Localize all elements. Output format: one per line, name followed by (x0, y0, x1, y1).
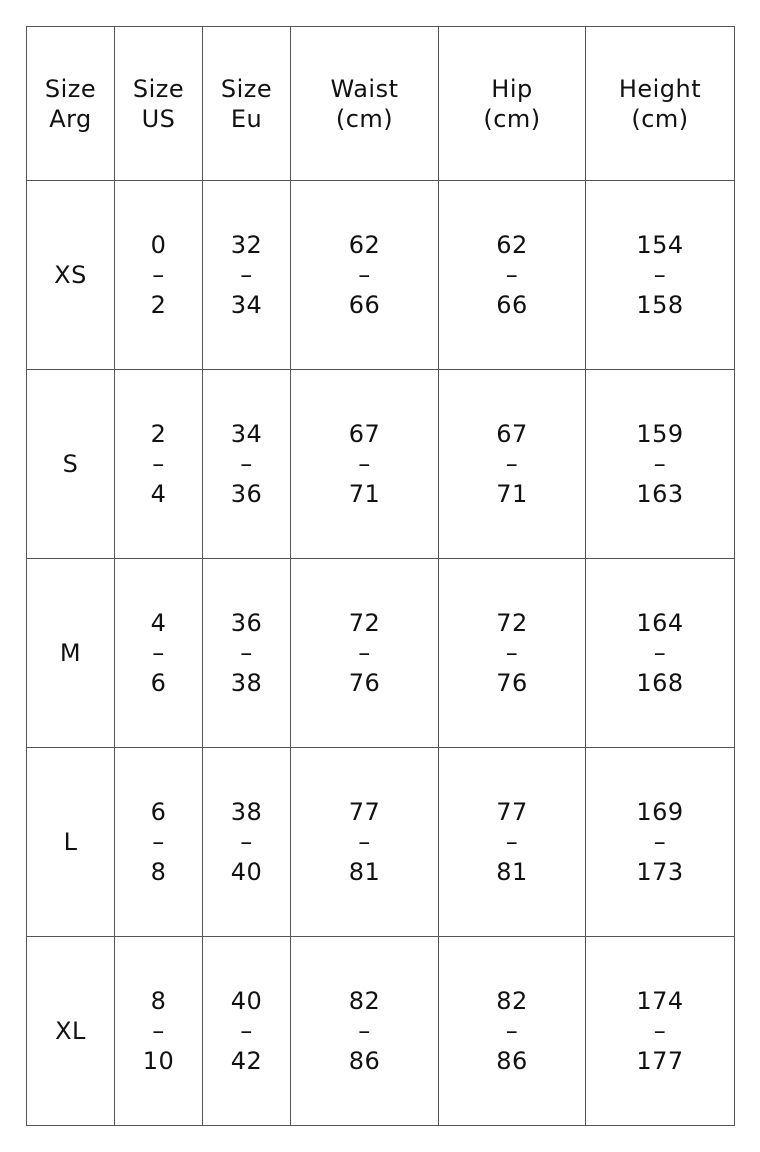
range-dash: – (240, 639, 253, 667)
cell-height (586, 559, 735, 748)
range-dash: – (358, 450, 371, 478)
header-hip (439, 27, 586, 181)
range-max: 81 (496, 858, 528, 886)
header-line: (cm) (335, 104, 394, 133)
range-min: 36 (230, 609, 263, 637)
range-max: 38 (230, 669, 263, 697)
table-row (27, 937, 735, 1126)
range-dash: – (505, 450, 519, 478)
cell-height (586, 181, 735, 370)
cell-waist (291, 559, 439, 748)
cell-hip (439, 748, 586, 937)
cell-size-eu (203, 937, 291, 1126)
cell-size-arg: S (27, 370, 115, 559)
range-min: 72 (496, 609, 528, 637)
range-dash: – (505, 1017, 519, 1045)
range-max: 86 (496, 1047, 528, 1075)
header-line: (cm) (631, 104, 689, 133)
header-line: Waist (330, 74, 399, 103)
header-row (27, 27, 735, 181)
range-min: 169 (636, 798, 684, 826)
range-min: 154 (636, 231, 684, 259)
range-max: 71 (348, 480, 381, 508)
range-min: 159 (636, 420, 684, 448)
range-min: 72 (348, 609, 381, 637)
range-min: 77 (496, 798, 528, 826)
cell-size-us (115, 748, 203, 937)
range-max: 173 (636, 858, 684, 886)
header-size-us (115, 27, 203, 181)
table-row (27, 370, 735, 559)
range-min: 32 (230, 231, 263, 259)
range-min: 2 (150, 420, 167, 448)
range-dash: – (358, 828, 371, 856)
range-min: 34 (230, 420, 263, 448)
range-min: 6 (150, 798, 167, 826)
range-dash: – (505, 639, 519, 667)
range-min: 164 (636, 609, 684, 637)
range-dash: – (505, 828, 519, 856)
header-line: Size (132, 74, 185, 103)
cell-size-arg: M (27, 559, 115, 748)
range-max: 66 (496, 291, 528, 319)
cell-size-eu (203, 748, 291, 937)
range-dash: – (240, 450, 253, 478)
cell-height (586, 370, 735, 559)
range-dash: – (653, 1017, 667, 1045)
header-line: Arg (49, 104, 92, 133)
table-row (27, 181, 735, 370)
cell-size-us (115, 559, 203, 748)
range-dash: – (358, 261, 371, 289)
header-line: Height (618, 74, 702, 103)
range-min: 62 (348, 231, 381, 259)
cell-size-arg: XS (27, 181, 115, 370)
cell-waist (291, 748, 439, 937)
header-size-arg (27, 27, 115, 181)
range-dash: – (653, 828, 667, 856)
cell-size-us (115, 370, 203, 559)
cell-hip (439, 937, 586, 1126)
header-line: Size (220, 74, 273, 103)
range-dash: – (152, 450, 165, 478)
cell-size-arg: L (27, 748, 115, 937)
cell-height (586, 937, 735, 1126)
cell-size-us (115, 181, 203, 370)
range-min: 38 (230, 798, 263, 826)
size-chart-table (26, 26, 735, 1126)
range-max: 168 (636, 669, 684, 697)
range-min: 62 (496, 231, 528, 259)
cell-height (586, 748, 735, 937)
range-dash: – (152, 1017, 165, 1045)
cell-size-arg: XL (27, 937, 115, 1126)
range-min: 82 (348, 987, 381, 1015)
range-dash: – (240, 828, 253, 856)
range-min: 174 (636, 987, 684, 1015)
range-max: 86 (348, 1047, 381, 1075)
header-height (586, 27, 735, 181)
range-max: 36 (230, 480, 263, 508)
range-max: 10 (142, 1047, 175, 1075)
header-line: US (141, 104, 176, 133)
range-max: 4 (150, 480, 167, 508)
cell-waist (291, 937, 439, 1126)
table-row (27, 748, 735, 937)
range-max: 8 (150, 858, 167, 886)
range-max: 34 (230, 291, 263, 319)
range-dash: – (240, 261, 253, 289)
cell-size-eu (203, 181, 291, 370)
range-dash: – (152, 828, 165, 856)
range-min: 82 (496, 987, 528, 1015)
range-max: 6 (150, 669, 167, 697)
header-line: Eu (230, 104, 263, 133)
range-max: 81 (348, 858, 381, 886)
range-dash: – (653, 450, 667, 478)
range-min: 0 (150, 231, 167, 259)
cell-hip (439, 370, 586, 559)
cell-waist (291, 181, 439, 370)
table-header (27, 27, 735, 181)
range-max: 158 (636, 291, 684, 319)
range-dash: – (240, 1017, 253, 1045)
range-min: 40 (230, 987, 263, 1015)
range-max: 71 (496, 480, 528, 508)
header-line: Hip (491, 74, 533, 103)
range-min: 67 (496, 420, 528, 448)
range-min: 4 (150, 609, 167, 637)
range-dash: – (653, 639, 667, 667)
cell-hip (439, 559, 586, 748)
header-waist (291, 27, 439, 181)
cell-size-eu (203, 370, 291, 559)
header-size-eu (203, 27, 291, 181)
range-dash: – (653, 261, 667, 289)
cell-waist (291, 370, 439, 559)
range-max: 66 (348, 291, 381, 319)
range-max: 42 (230, 1047, 263, 1075)
cell-hip (439, 181, 586, 370)
range-min: 67 (348, 420, 381, 448)
range-max: 76 (496, 669, 528, 697)
cell-size-us (115, 937, 203, 1126)
table-body (27, 181, 735, 1126)
range-min: 77 (348, 798, 381, 826)
range-max: 177 (636, 1047, 684, 1075)
range-max: 40 (230, 858, 263, 886)
range-dash: – (152, 261, 165, 289)
range-dash: – (358, 639, 371, 667)
header-line: Size (44, 74, 97, 103)
range-dash: – (358, 1017, 371, 1045)
range-max: 76 (348, 669, 381, 697)
table-row (27, 559, 735, 748)
range-dash: – (152, 639, 165, 667)
range-min: 8 (150, 987, 167, 1015)
cell-size-eu (203, 559, 291, 748)
range-max: 2 (150, 291, 167, 319)
range-max: 163 (636, 480, 684, 508)
range-dash: – (505, 261, 519, 289)
header-line: (cm) (483, 104, 541, 133)
